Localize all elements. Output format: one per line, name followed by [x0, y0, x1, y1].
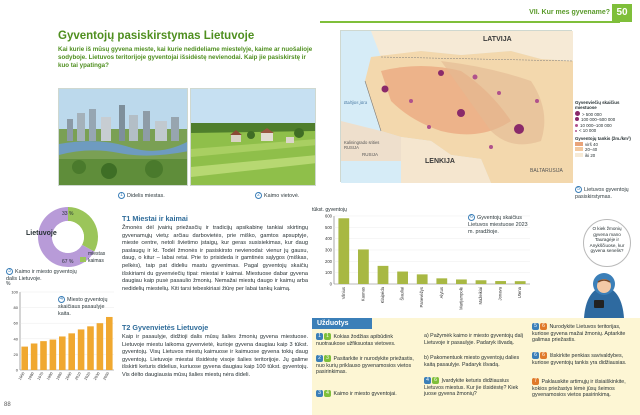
map-label-belarus: BALTARUSIJA [530, 168, 563, 174]
legend-item: > 500 000 [575, 111, 635, 117]
task-item-2: 2 3 Pasitarkite ir nurodykite priežastis, nuo kurių priklauso gyvenamosios vietos pasirinkimas. [316, 355, 414, 376]
city-y-tick: 500 [325, 224, 332, 230]
growth-y-tick: 0 [15, 367, 18, 373]
map-label-russia: RUSIJA [362, 152, 379, 157]
growth-bar-1970 [40, 341, 47, 370]
legend-item: iki 20 [575, 153, 635, 158]
legend-item: 10 000–100 000 [575, 123, 635, 128]
task-item-1: 1 1 Kokias žodžias apibūdink nuotraukose užfiksuotas vietoves. [316, 333, 396, 347]
intro-text: Kai kurie iš mūsų gyvena mieste, kai kurie nedideliame miestelyje, kaime ar nuošalioje sodyboje. Lietuvos teritorijoje gyventojai išsidėstę nevienodai. Kaip jie pasiskirstę ir kuo tai ypatinga? [58, 46, 313, 70]
map-label-baltic: Baltijos jūra [344, 100, 368, 105]
growth-bar-1950 [21, 347, 28, 370]
pie-label-rural: 33 % [62, 211, 74, 217]
tasks-heading: Užduotys [312, 318, 372, 329]
legend-city: miestas [80, 250, 105, 257]
map-label-poland: LENKIJA [425, 158, 455, 165]
growth-bar-2020 [87, 326, 94, 370]
city-chart-ylabel: tūkst. gyventojų [312, 207, 347, 213]
city-x-tick: Alytus [438, 287, 444, 299]
growth-y-tick: 100 [11, 289, 18, 295]
photo-2-caption: 2 Kaimo vietovė. [255, 192, 299, 200]
city-bar-Marijampolė [456, 279, 467, 284]
legend-title-cities: Gyvenviečių skaičius miestuose [575, 100, 620, 111]
legend-item: 100 000–500 000 [575, 117, 635, 122]
task-item-3b: b) Pakomentuok miesto gyventojų dalies kaitą pasaulyje. Padaryk išvadą. [424, 355, 520, 368]
growth-x-tick: 2020 [83, 371, 92, 381]
growth-bar-1980 [50, 340, 57, 370]
growth-x-tick: 1960 [27, 371, 35, 381]
city-photo [58, 88, 188, 186]
growth-x-tick: 2050 [102, 371, 111, 381]
legend-item: 20–40 [575, 147, 635, 152]
growth-caption: 4 Miesto gyventojų skaičiaus pasaulyje kaita. [58, 296, 108, 317]
legend-rural: kaimas [80, 257, 105, 264]
city-y-tick: 200 [325, 258, 332, 264]
page-number-right: 50 [612, 4, 632, 22]
growth-bar-1960 [31, 343, 38, 370]
city-bar-Mažeikiai [476, 280, 487, 284]
pie-label-city: 67 % [62, 259, 74, 265]
page-title: Gyventojų pasiskirstymas Lietuvoje [58, 30, 255, 42]
city-chart-caption: 6 Gyventojų skaičius Lietuvos miestuose 2023 m. pradžioje. [468, 214, 528, 235]
pie-legend [80, 250, 105, 264]
city-x-tick: Panevėžys [419, 287, 425, 308]
growth-y-tick: 60 [13, 320, 18, 326]
growth-bar-2030 [97, 323, 104, 370]
city-bar-Klaipėda [378, 266, 389, 284]
city-x-tick: Mažeikiai [478, 287, 483, 305]
city-x-tick: Šiauliai [399, 287, 405, 301]
growth-y-tick: 80 [13, 305, 18, 311]
city-x-tick: Marijampolė [458, 287, 464, 310]
city-bar-Utena [515, 281, 526, 284]
task-item-6: 6 6 Išskirkite penkias savivaldybes, kuriose gyventojų tankis yra didžiausias. [532, 352, 627, 366]
legend-title-density: Gyventojų tankis (žm./km²) [575, 136, 631, 142]
section-1-heading: T1 Miestai ir kaimai [122, 214, 188, 223]
section-2-text: Kaip ir pasaulyje, didžioji dalis mūsų šalies žmonių gyvena miestuose. Lietuvoje miestu laikoma gyvenvietė, kurioje gyvena daugiau kaip 3 tūkst. gyventojų. Visų Lietuvos miestų kaimuose ir kaimuose gyvena tokių daug gyventojų. Lietuvoje miestai išsidėstę visoje šalies teritorijoje. Jų galime išskirti keturis didelius, kuriuose gyvena daugiau kaip 100 tūkst. gyventojų. Vis dėlto daugiausia mūsų šalies miestų nėra dideli. [122, 334, 308, 378]
task-item-3a: a) Pažymėk kaimo ir miesto gyventojų dalį Lietuvoje ir pasaulyje. Padaryk išvadą. [424, 333, 523, 346]
growth-x-tick: 2010 [74, 371, 82, 381]
map-caption: 5 Lietuvos gyventojų pasiskirstymas. [575, 186, 629, 200]
growth-x-tick: 1990 [55, 371, 64, 381]
legend-item: < 10 000 [575, 128, 635, 133]
page-number-left: 88 [4, 402, 11, 408]
photo-1-caption: 1 Didelis miestas. [118, 192, 165, 200]
growth-x-tick: 2000 [64, 371, 73, 381]
growth-x-tick: 1980 [46, 371, 54, 381]
growth-y-tick: 20 [13, 351, 18, 357]
growth-x-tick: 1950 [17, 371, 26, 381]
growth-bar-1990 [59, 336, 66, 370]
task-item-3: 3 4 Kaimo ir miesto gyventojai. [316, 390, 416, 398]
city-bar-Vilnius [338, 218, 349, 284]
growth-bar-2050 [106, 317, 113, 370]
growth-x-tick: 1970 [36, 371, 45, 381]
map-legend [575, 100, 635, 158]
task-item-4: 4 6 Įvardykite keturis didžiausius Lietuvos miestus. Kur jie išsidėstę? Kiek juose gyvena žmonių? [424, 377, 519, 398]
city-bar-Jonava [495, 281, 506, 284]
city-bar-Kaunas [358, 249, 369, 284]
header-rule [320, 21, 620, 23]
section-1-text: Žmonės dėl įvairių priežasčių ir tradicijų apsikabinę tankiai skirtingų gyvenamųjų vietų: arčiau darbovietės, prie miško, gamtos apsuptyje, mieste centre, netoli švietimo įstaigų, kur geras susisiekimas, kur daug paslaugų ir kt. Todėl žmonės ir pasiskirsto nevienodai: vienur jų gausu, daug, o kitur – labai retai. Prie to prisideda ir gamtinės sąlygos (miškas, pelkės), taip pat dideliu mastu gyvenimas. Pagal gyventojų skaičių išskiriami du gyvenviečių tipai: miestai ir kaimai. Miestuose dabar gyvena daugiau kaip pusė pasaulio žmonių. Nemažai miestų daugo ir kaimų arba nedidelių miestelių. Kiti tarsi tebeskiriasi žiūrę per labai tankų kaimą. [122, 225, 308, 292]
city-y-tick: 600 [325, 213, 332, 219]
task-item-7: 7 Paklauskite artimųjų ir išsiaiškinkite, kokios priežastys lėmė jūsų šeimos gyvenamosios vietos pasirinkimą. [532, 378, 626, 399]
growth-x-tick: 2030 [93, 371, 101, 381]
map-label-kaliningrad: Kaliningrado srities RUSIJA [344, 140, 380, 150]
section-2-heading: T2 Gyvenvietės Lietuvoje [122, 323, 209, 332]
city-bar-Šiauliai [397, 272, 408, 284]
growth-y-tick: 40 [13, 336, 18, 342]
city-x-tick: Kaunas [360, 287, 366, 302]
pie-hole [52, 221, 84, 253]
growth-bar-2000 [68, 333, 75, 370]
city-y-tick: 0 [329, 281, 332, 287]
city-bar-Panevėžys [417, 274, 428, 284]
city-y-tick: 300 [325, 247, 332, 253]
girl-illustration [574, 270, 634, 318]
city-y-tick: 400 [325, 236, 332, 242]
city-x-tick: Vilnius [340, 287, 346, 300]
city-x-tick: Jonava [497, 287, 503, 301]
rural-photo [190, 88, 316, 186]
city-x-tick: Klaipėda [380, 287, 385, 304]
population-map [340, 30, 572, 182]
growth-ylabel: % [6, 281, 11, 287]
speech-bubble: O kiek žmonių gyvena mano Tauragėje ir Anykščiuose, kur gyvena senelis? [583, 219, 631, 267]
pie-caption: 3 Kaimo ir miesto gyventojų dalis Lietuvoje. [6, 268, 77, 282]
growth-bar-2010 [78, 329, 85, 370]
chapter-title: VII. Kur mes gyvename? [529, 9, 610, 16]
task-item-5: 5 6 Nurodykite Lietuvos teritorijas, kuriose gyvena mažai žmonių. Aptarkite galimas priežastis. [532, 323, 626, 344]
map-label-latvia: LATVIJA [483, 36, 512, 43]
city-x-tick: Utena [517, 287, 523, 299]
pie-center-label: Lietuvoje [26, 230, 57, 237]
city-bar-Alytus [436, 278, 447, 284]
city-y-tick: 100 [325, 270, 332, 276]
legend-item: virš 40 [575, 142, 635, 147]
